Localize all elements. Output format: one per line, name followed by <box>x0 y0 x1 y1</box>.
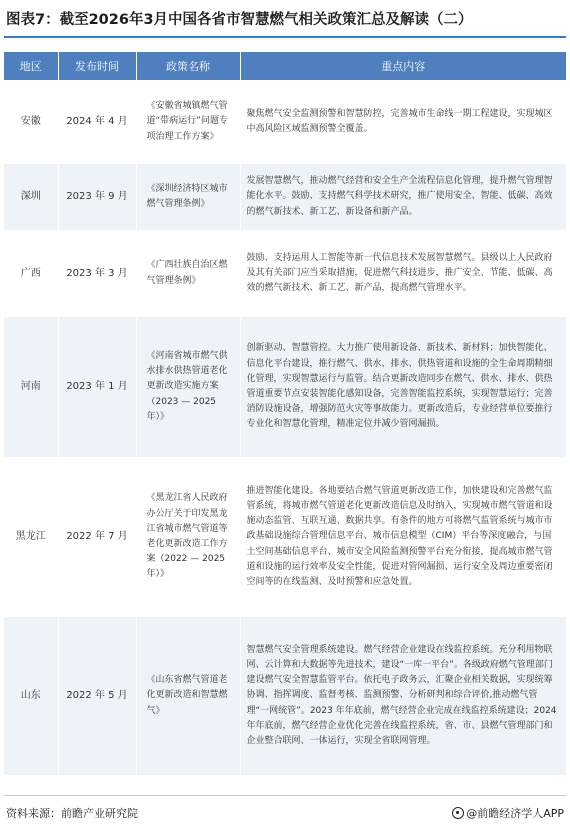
region-cell: 安徽 <box>4 80 58 164</box>
brand-credit <box>452 805 564 821</box>
table-row <box>4 164 566 230</box>
region-cell: 广西 <box>4 230 58 317</box>
footer-divider <box>4 795 566 796</box>
table-row <box>4 317 566 457</box>
page-title: 图表7：截至2026年3月中国各省市智慧燃气相关政策汇总及解读（二） <box>6 12 473 28</box>
table-row <box>4 457 566 617</box>
column-header-date: 发布时间 <box>58 52 136 80</box>
date-cell: 2023 年 9 月 <box>58 164 136 230</box>
date-cell: 2024 年 4 月 <box>58 80 136 164</box>
brand-credit-text: @前瞻经济学人APP <box>466 807 564 820</box>
column-header-key-content: 重点内容 <box>240 52 566 80</box>
title-divider <box>4 36 566 38</box>
table-row <box>4 80 566 164</box>
brand-logo-icon <box>452 807 464 819</box>
region-cell: 河南 <box>4 317 58 457</box>
policy-name-cell: 《广西壮族自治区燃气管理条例》 <box>136 230 240 317</box>
policy-name-cell: 《深圳经济特区城市燃气管理条例》 <box>136 164 240 230</box>
key-content-cell: 鼓励、支持运用人工智能等新一代信息技术发展智慧燃气。县级以上人民政府及其有关部门应当采取措施，促进燃气科技进步，推广安全、节能、低碳、高效的燃气新技术、新工艺、新产品，提高燃气管理水平。 <box>240 230 566 317</box>
policy-name-cell: 《山东省燃气管道老化更新改造和智慧燃气》 <box>136 617 240 775</box>
table-row <box>4 617 566 775</box>
table-row <box>4 230 566 317</box>
key-content-cell: 推进智能化建设。各地要结合燃气管道更新改造工作，加快建设和完善燃气监管系统，将城市燃气管道老化更新改造信息及时纳入，实现城市燃气管道和设施动态监管、互联互通、数据共享。有条件的地方可将燃气监管系统与城市市政基础设施综合管理信息平台、城市信息模型（CIM）平台等深度融合，与国土空间基础信息平台、城市安全风险监测预警平台充分衔接，提高城市燃气管道和设施的运行效率及安全性能，促进对管网漏损、运行安全及周边重要密闭空间等的在线监测、及时预警和应急处置。 <box>240 457 566 617</box>
source-note: 资料来源：前瞻产业研究院 <box>6 807 138 820</box>
policy-name-cell: 《黑龙江省人民政府办公厅关于印发黑龙江省城市燃气管道等老化更新改造工作方案（2022 — 2025 年）》 <box>136 457 240 617</box>
date-cell: 2022 年 7 月 <box>58 457 136 617</box>
region-cell: 深圳 <box>4 164 58 230</box>
region-cell: 黑龙江 <box>4 457 58 617</box>
key-content-cell: 发展智慧燃气，推动燃气经营和安全生产全流程信息化管理，提升燃气管理智能化水平。鼓励、支持燃气科学技术研究，推广使用安全、智能、低碳、高效的燃气新技术、新工艺、新设备和新产品。 <box>240 164 566 230</box>
policy-table <box>4 52 566 775</box>
date-cell: 2023 年 3 月 <box>58 230 136 317</box>
key-content-cell: 智慧燃气安全管理系统建设。燃气经营企业建设在线监控系统。充分利用物联网、云计算和大数据等先进技术，建设“一库一平台”。各级政府燃气管理部门建设燃气安全智慧监管平台。依托电子政务云，汇聚企业相关数据，实现统筹协调、指挥调度、监督考核、监测预警、分析研判和综合评价,推动燃气管理“一网统管”。2023 年年底前，燃气经营企业完成在线监控系统建设；2024 年年底前，燃气经营企业优化完善在线监控系统，省、市、县燃气管理部门和企业整合联网、一体运行，实现全省联网管理。 <box>240 617 566 775</box>
key-content-cell: 聚焦燃气安全监测预警和智慧防控，完善城市生命线一期工程建设，实现城区中高风险区域监测预警全覆盖。 <box>240 80 566 164</box>
table-header-row <box>4 52 566 80</box>
column-header-region: 地区 <box>4 52 58 80</box>
policy-name-cell: 《安徽省城镇燃气管道“带病运行”问题专项治理工作方案》 <box>136 80 240 164</box>
policy-name-cell: 《河南省城市燃气供水排水供热管道老化更新改造实施方案（2023 — 2025 年）》 <box>136 317 240 457</box>
date-cell: 2022 年 5 月 <box>58 617 136 775</box>
key-content-cell: 创新驱动、智慧管控。大力推广使用新设备、新技术、新材料；加快智能化、信息化平台建设，推行燃气、供水、排水、供热管道和设施的全生命周期精细化管理，实现智慧运行与监管。结合更新改造同步在燃气、供水、排水、供热管道重要节点安装智能化感知设备，完善智能监控系统，实现智慧运行；完善消防设施设备，增强防范火灾等事故能力。更新改造后，专业经营单位要推行专业化和智慧化管理，精准定位并减少管网漏损。 <box>240 317 566 457</box>
column-header-policy-name: 政策名称 <box>136 52 240 80</box>
date-cell: 2023 年 1 月 <box>58 317 136 457</box>
region-cell: 山东 <box>4 617 58 775</box>
